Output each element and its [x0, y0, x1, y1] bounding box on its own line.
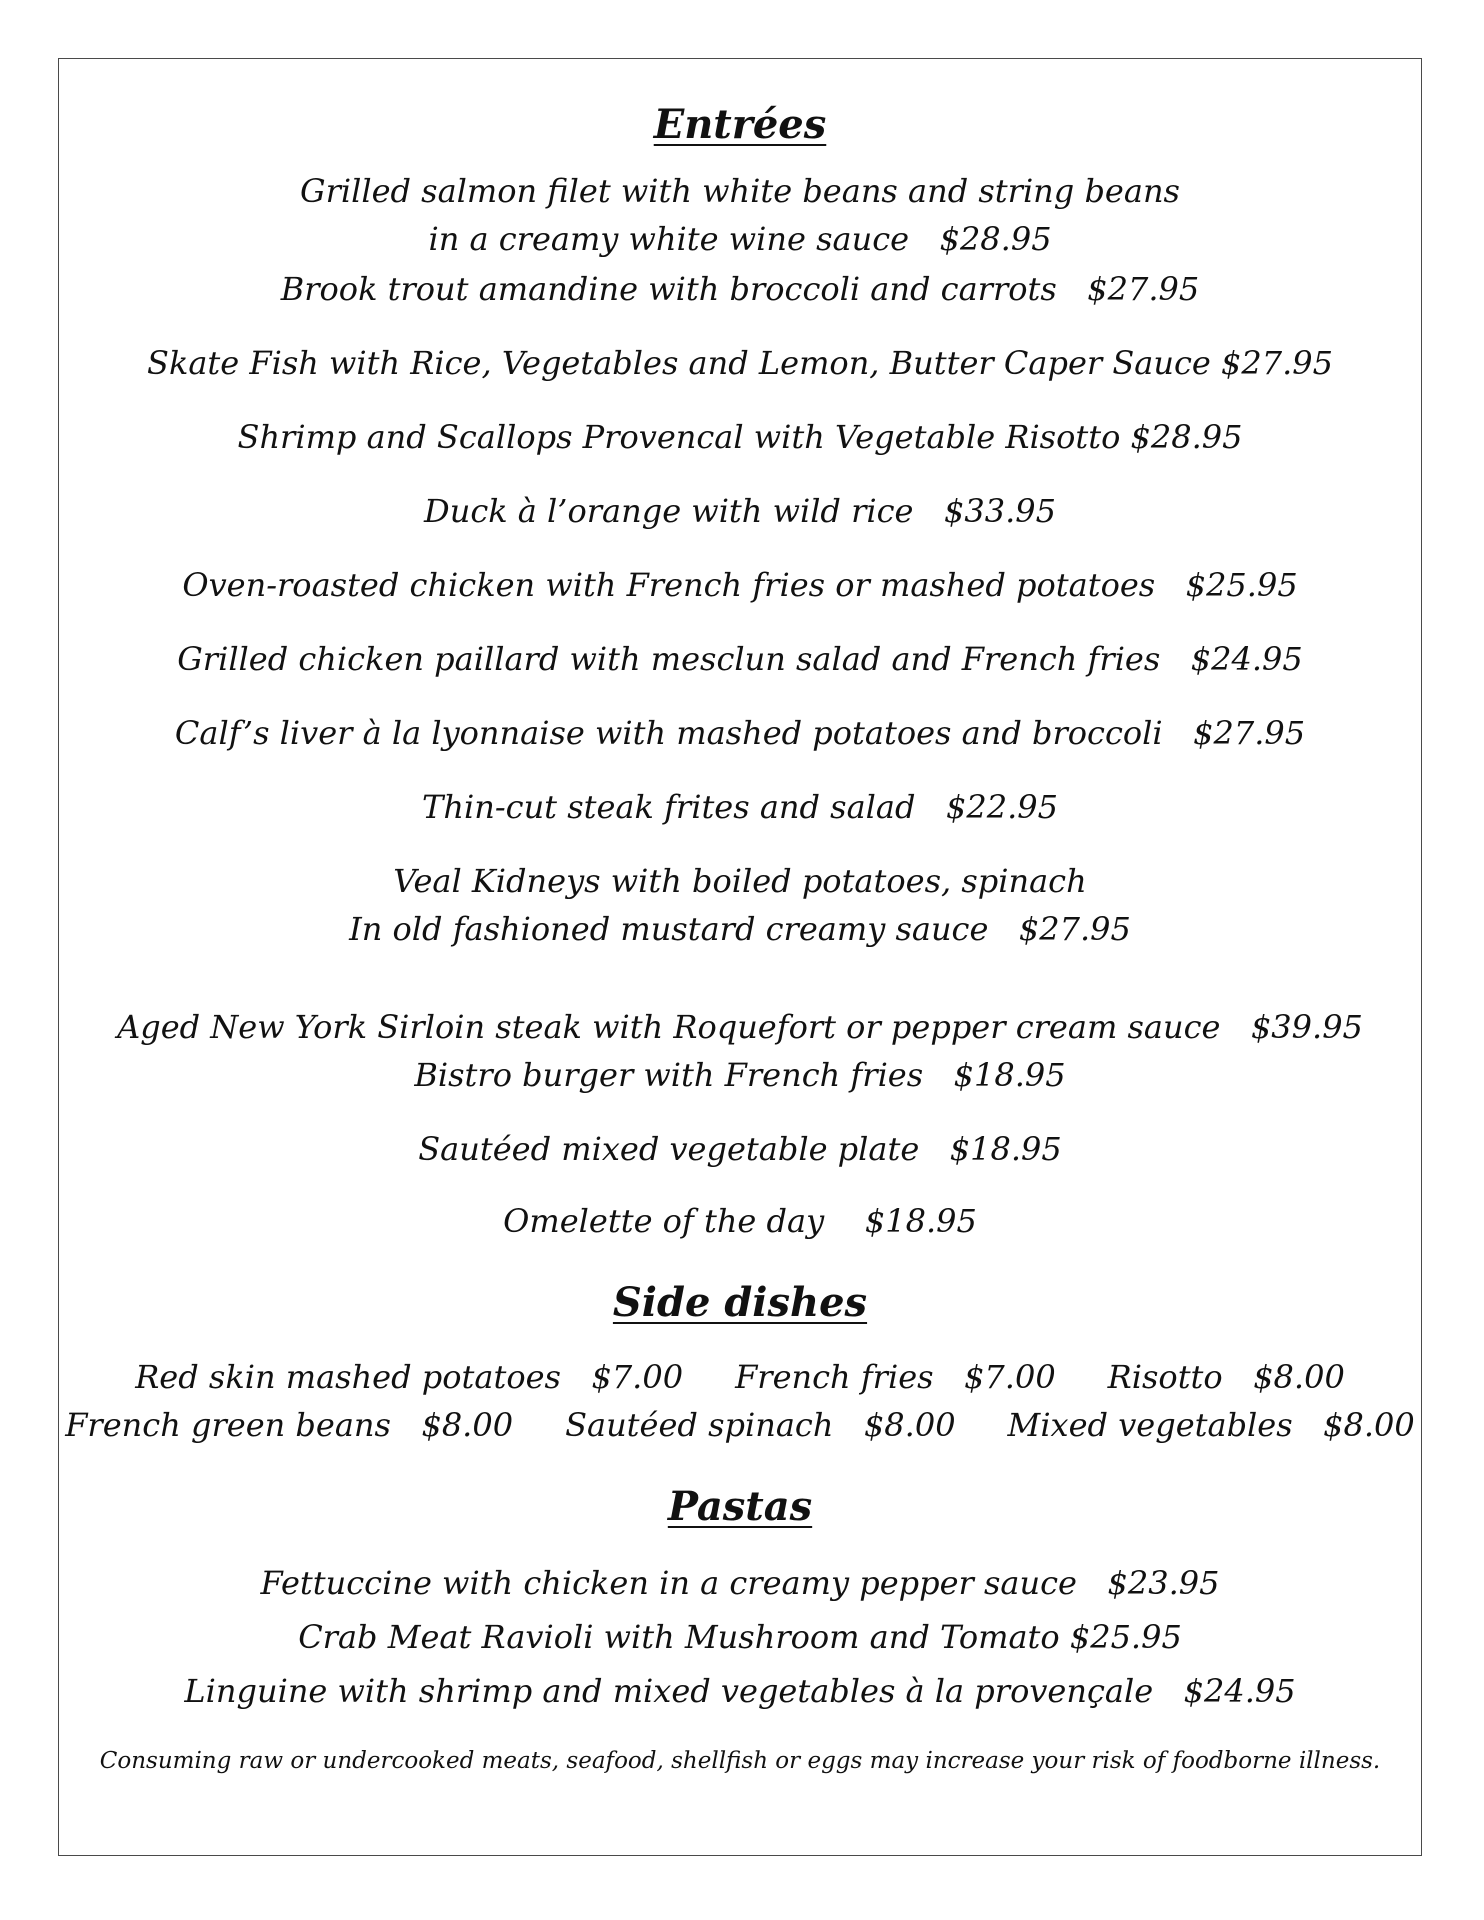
- entree-item: Grilled chicken paillard with mesclun salad and French fries $24.95: [177, 640, 1303, 678]
- side-item: Risotto $8.00: [1107, 1358, 1345, 1396]
- pasta-item: Linguine with shrimp and mixed vegetables à la provençale $24.95: [184, 1672, 1296, 1710]
- entree-item: Veal Kidneys with boiled potatoes, spinach: [393, 862, 1087, 900]
- side-item: French green beans $8.00: [65, 1406, 514, 1444]
- side-item: Red skin mashed potatoes $7.00: [135, 1358, 684, 1396]
- entree-item: Duck à l’orange with wild rice $33.95: [424, 492, 1056, 530]
- entree-item: In old fashioned mustard creamy sauce $27.95: [349, 910, 1131, 948]
- entree-item: Oven-roasted chicken with French fries or mashed potatoes $25.95: [182, 566, 1298, 604]
- menu-page: [58, 58, 1422, 1856]
- side-item: Sautéed spinach $8.00: [565, 1406, 956, 1444]
- pastas-heading: Pastas: [667, 1483, 813, 1530]
- side-dishes-heading: Side dishes: [612, 1279, 868, 1326]
- sides-row: [59, 1355, 1421, 1399]
- entree-item: Brook trout amandine with broccoli and carrots $27.95: [280, 270, 1200, 308]
- health-notice: Consuming raw or undercooked meats, seafood, shellfish or eggs may increase your risk of foodborne illness.: [99, 1748, 1381, 1774]
- entree-item: Grilled salmon filet with white beans and string beans: [300, 172, 1180, 210]
- pasta-item: Fettuccine with chicken in a creamy pepper sauce $23.95: [260, 1564, 1220, 1602]
- entree-item: Calf’s liver à la lyonnaise with mashed potatoes and broccoli $27.95: [174, 714, 1306, 752]
- entree-item: Sautéed mixed vegetable plate $18.95: [418, 1130, 1062, 1168]
- side-item: French fries $7.00: [735, 1358, 1056, 1396]
- sides-row: [59, 1403, 1421, 1447]
- entree-item: Bistro burger with French fries $18.95: [414, 1056, 1066, 1094]
- entrees-heading: Entrées: [653, 101, 827, 148]
- side-item: Mixed vegetables $8.00: [1007, 1406, 1415, 1444]
- pasta-item: Crab Meat Ravioli with Mushroom and Tomato $25.95: [298, 1618, 1182, 1656]
- entree-item: Skate Fish with Rice, Vegetables and Lemon, Butter Caper Sauce $27.95: [147, 344, 1333, 382]
- entree-item: Aged New York Sirloin steak with Roquefort or pepper cream sauce $39.95: [117, 1008, 1363, 1046]
- entree-item: Shrimp and Scallops Provencal with Vegetable Risotto $28.95: [237, 418, 1243, 456]
- entree-item: in a creamy white wine sauce $28.95: [428, 220, 1052, 258]
- entree-item: Omelette of the day $18.95: [503, 1202, 977, 1240]
- entree-item: Thin-cut steak frites and salad $22.95: [422, 788, 1058, 826]
